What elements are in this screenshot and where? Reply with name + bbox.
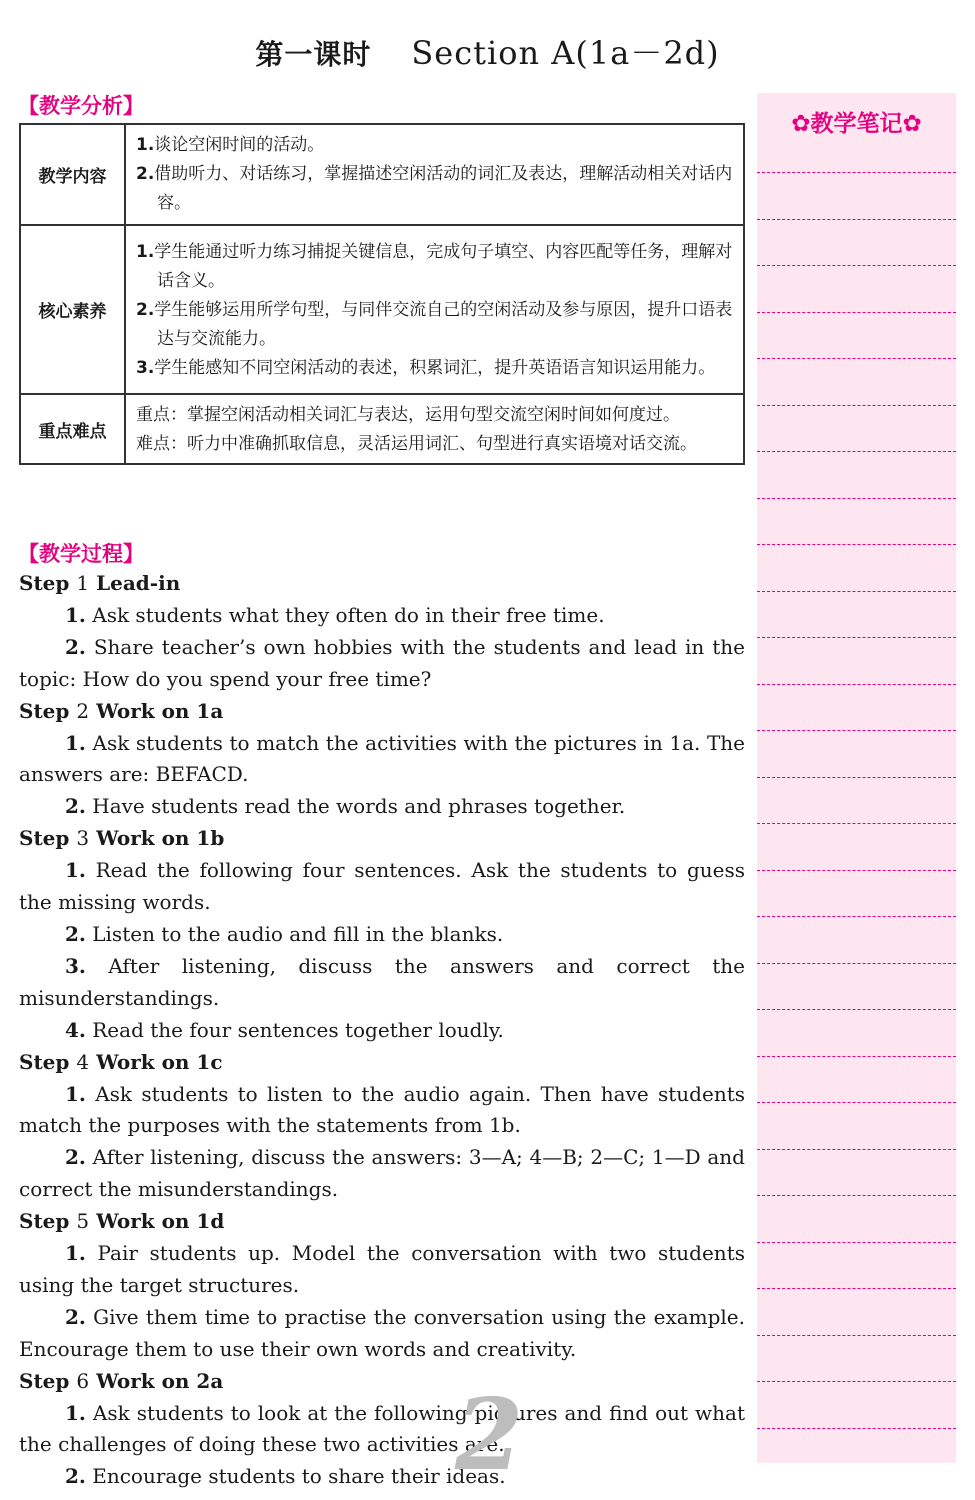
note-line (757, 591, 956, 592)
note-line (757, 265, 956, 266)
note-line (757, 637, 956, 638)
process-heading: 【教学过程】 (18, 542, 144, 566)
row-content (125, 225, 744, 394)
step-heading: Step 5 Work on 1d (19, 1209, 225, 1234)
notes-title: ✿教学笔记✿ (791, 111, 922, 137)
note-line (757, 730, 956, 731)
step-paragraph: 2. Share teacher’s own hobbies with the students and lead in the topic: How do you spend your free time? (19, 634, 745, 691)
table-row (20, 225, 744, 394)
note-line (757, 684, 956, 685)
step-heading: Step 4 Work on 1c (19, 1049, 223, 1074)
list-item: 2.借助听力、对话练习，掌握描述空闲活动的词汇及表达，理解活动相关对话内容。 (136, 164, 733, 213)
difficult-point: 难点：听力中准确抓取信息，灵活运用词汇、句型进行真实语境对话交流。 (136, 434, 697, 454)
note-line (757, 1428, 956, 1429)
row-content (125, 124, 744, 225)
step-paragraph: 4. Read the four sentences together loudly. (65, 1017, 504, 1042)
page-number: 2 (455, 1378, 524, 1493)
step-heading: Step 1 Lead-in (19, 571, 181, 595)
step-heading: Step 2 Work on 1a (19, 698, 224, 723)
step-paragraph: 1. Read the following four sentences. Ask the students to guess the missing words. (19, 858, 745, 915)
row-label: 重点难点 (20, 394, 125, 464)
note-line (757, 219, 956, 220)
note-line (757, 451, 956, 452)
step-paragraph: 2. Give them time to practise the conversation using the example. Encourage them to use their own words and creativity. (19, 1304, 745, 1361)
list-item: 1.学生能通过听力练习捕捉关键信息，完成句子填空、内容匹配等任务，理解对话含义。 (136, 242, 733, 291)
note-line (757, 1195, 956, 1196)
note-line (757, 544, 956, 545)
step-paragraph: 2. Have students read the words and phrases together. (65, 794, 626, 819)
note-line (757, 963, 956, 964)
step-paragraph: 1. Ask students to listen to the audio again. Then have students match the purposes with the statements from 1b. (19, 1081, 745, 1138)
key-point: 重点：掌握空闲活动相关词汇与表达，运用句型交流空闲时间如何度过。 (136, 405, 680, 425)
note-line (757, 1242, 956, 1243)
note-line (757, 1009, 956, 1010)
table-row (20, 124, 744, 225)
note-line (757, 498, 956, 499)
note-line (757, 1381, 956, 1382)
note-line (757, 1335, 956, 1336)
step-heading: Step 3 Work on 1b (19, 826, 225, 851)
step-paragraph: 2. Listen to the audio and fill in the blanks. (65, 921, 504, 946)
analysis-table (19, 123, 745, 465)
step-heading: Step 6 Work on 2a (19, 1368, 224, 1393)
list-item: 3.学生能感知不同空闲活动的表述，积累词汇，提升英语语言知识运用能力。 (136, 358, 716, 378)
step-paragraph: 2. Encourage students to share their ideas. (65, 1464, 506, 1489)
note-line (757, 823, 956, 824)
note-line (757, 312, 956, 313)
note-line (757, 777, 956, 778)
note-line (757, 1149, 956, 1150)
step-paragraph: 1. Pair students up. Model the conversation with two students using the target structures. (19, 1241, 745, 1297)
analysis-heading: 【教学分析】 (18, 94, 144, 118)
section-label: Section A(1a－2d) (411, 34, 720, 72)
table-row (20, 394, 744, 464)
note-line (757, 172, 956, 173)
row-label: 教学内容 (20, 124, 125, 225)
row-content (125, 394, 744, 464)
note-line (757, 358, 956, 359)
page-title (0, 28, 975, 74)
step-paragraph: 2. After listening, discuss the answers: 3—A; 4—B; 2—C; 1—D and correct the misunderstandings. (19, 1145, 745, 1202)
lesson-label: 第一课时 (255, 38, 372, 71)
list-item: 2.学生能够运用所学句型，与同伴交流自己的空闲活动及参与原因，提升口语表达与交流能力。 (136, 300, 733, 349)
step-paragraph: 1. Ask students to match the activities with the pictures in 1a. The answers are: BEFACD. (19, 730, 745, 787)
note-line (757, 870, 956, 871)
note-line (757, 1102, 956, 1103)
step-paragraph: 1. Ask students to look at the following pictures and find out what the challenges of doing these two activities are. (19, 1400, 746, 1457)
note-line (757, 916, 956, 917)
notes-panel (757, 93, 956, 1463)
teaching-process (19, 568, 745, 1493)
note-line (757, 1288, 956, 1289)
step-paragraph: 1. Ask students what they often do in their free time. (65, 602, 605, 627)
note-line (757, 1056, 956, 1057)
list-item: 1.谈论空闲时间的活动。 (136, 135, 325, 155)
step-paragraph: 3. After listening, discuss the answers and correct the misunderstandings. (19, 953, 745, 1010)
note-line (757, 405, 956, 406)
row-label: 核心素养 (20, 225, 125, 394)
